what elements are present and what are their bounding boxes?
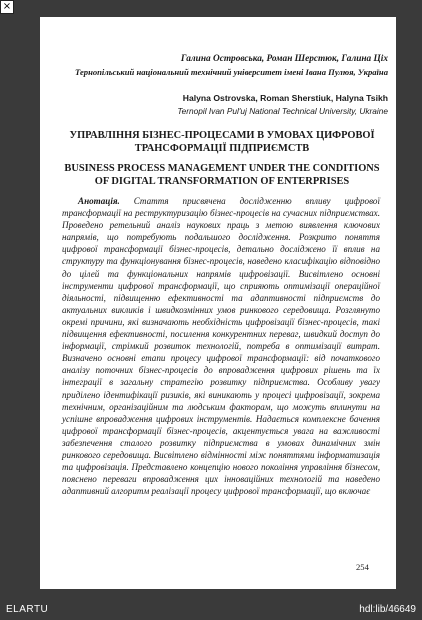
authors-english-names: Halyna Ostrovska, Roman Sherstiuk, Halyna Tsikh	[182, 93, 388, 103]
abstract-label: Анотація.	[78, 196, 120, 206]
page-number: 254	[356, 562, 369, 572]
handle-identifier[interactable]: hdl:lib/46649	[359, 604, 416, 615]
authors-ukrainian: Галина Островська, Роман Шерстюк, Галина Ціх	[180, 54, 388, 64]
title-english: BUSINESS PROCESS MANAGEMENT UNDER THE CONDITIONS OF DIGITAL TRANSFORMATION OF ENTERPRISES	[64, 163, 380, 187]
affiliation-english: Ternopil Ivan Pul'uj National Technical University, Ukraine	[177, 106, 388, 116]
title-ukrainian: УПРАВЛІННЯ БІЗНЕС-ПРОЦЕСАМИ В УМОВАХ ЦИФРОВОЇ ТРАНСФОРМАЦІЇ ПІДПРИЄМСТВ	[69, 130, 375, 154]
close-icon[interactable]: ×	[0, 0, 14, 14]
authors-english	[56, 93, 388, 103]
document-page	[40, 17, 396, 589]
abstract-text: Стаття присвячена дослідженню впливу цифрової трансформації на реструктуризацію бізнес-процесів на сучасних підприємствах. Проведено ретельний аналіз наукових праць з метою виявлення ключових напрямів, що потребують подальшого дослідження. Розкрито поняття цифрової трансформації бізнес-процесів, детально досліджено її вплив на структуру та функціонування бізнес-процесів, наведено класифікацію відповідно до цілей та функціональних напрямів цифровізації. Висвітлено основні інструменти цифрової трансформації, що сприяють оптимізації операційної діяльності, підвищенню ефективності та адаптивності підприємств до актуальних викликів і швидкозмінних умов ринкового середовища. Розглянуто окремі причини, які визначають необхідність цифровізації бізнес-процесів, такі підвищення ефективності, посилення конкурентних переваг, швидкий доступ до інформації, стрімкий розвиток технологій, потреба в оптимізації витрат. Визначено основні етапи процесу цифрової трансформації: від початкового аналізу поточних бізнес-процесів до впровадження цифрових рішень та їх інтеграції в загальну стратегію розвитку підприємства. Особливу увагу приділено ідентифікації ризиків, які виникають у процесі цифровізації, зокрема технічним, організаційним та людським факторам, що можуть вплинути на успішне впровадження цифрових інструментів. Надається комплексне бачення цифрової трансформації бізнес-процесів, акцентується увага на важливості забезпечення сталого розвитку підприємства в умовах динамічних змін ринкового середовища. Висвітлено відмінності між поняттями інформатизація та цифровізація. Представлено концепцію нового покоління управління бізнесом, пояснено переваги впровадження цих інноваційних технологій та наведено адаптивний алгоритм реалізації процесу цифрової трансформації, що включає	[62, 196, 380, 497]
affiliation-ukrainian: Тернопільський національний технічний університет імені Івана Пулюя, Україна	[75, 67, 388, 77]
abstract	[62, 195, 380, 497]
repository-name: ELARTU	[6, 604, 49, 615]
